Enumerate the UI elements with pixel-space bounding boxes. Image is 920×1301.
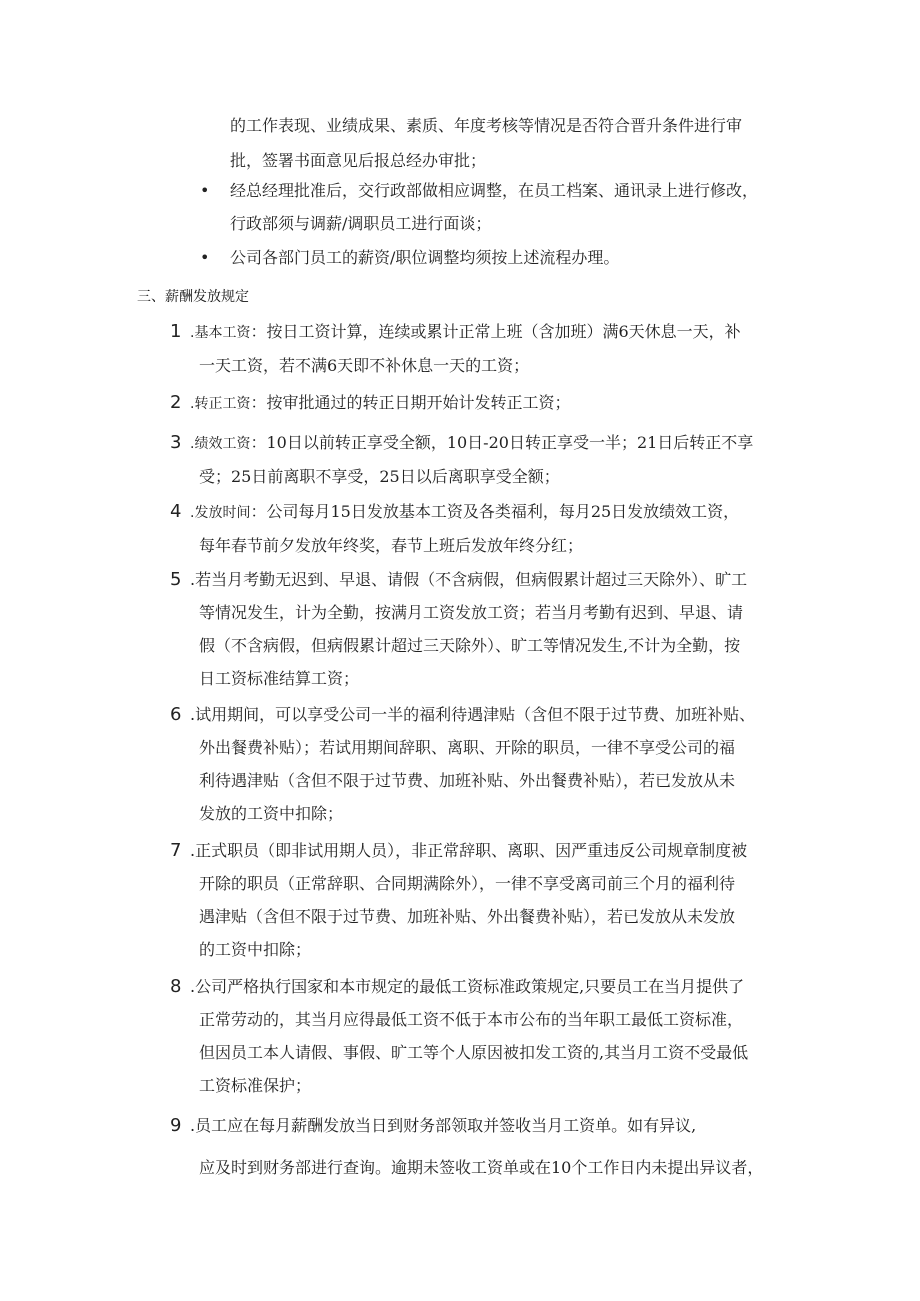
- item-number: 8: [170, 976, 182, 997]
- text-line: 行政部须与调薪/调职员工进行面谈；: [230, 214, 492, 233]
- list-item: [190, 1111, 763, 1183]
- text-line: 日工资标准结算工资；: [199, 669, 360, 688]
- text-line: 假（不含病假，但病假累计超过三天除外）、旷工等情况发生,不计为全勤，按: [199, 636, 741, 655]
- text-line: .公司严格执行国家和本市规定的最低工资标准政策规定,只要员工在当月提供了: [190, 977, 745, 996]
- item-number: 9: [170, 1115, 182, 1136]
- text-line: 遇津贴（含但不限于过节费、加班补贴、外出餐费补贴），若已发放从未发放: [199, 907, 736, 926]
- text-line: 经总经理批准后，交行政部做相应调整，在员工档案、通讯录上进行修改，: [230, 181, 759, 200]
- text-line: 但因员工本人请假、事假、旷工等个人原因被扣发工资的,其当月工资不受最低: [199, 1043, 749, 1062]
- text-line: 的工作表现、业绩成果、素质、年度考核等情况是否符合晋升条件进行审: [230, 116, 743, 135]
- text-line: 开除的职员（正常辞职、合同期满除外），一律不享受离司前三个月的福利待: [199, 874, 736, 893]
- text-line: 正常劳动的，其当月应得最低工资不低于本市公布的当年职工最低工资标准，: [199, 1010, 744, 1029]
- text-line: 一天工资，若不满6天即不补休息一天的工资；: [199, 356, 530, 375]
- item-term: .发放时间: [190, 505, 251, 521]
- section-heading: 三、薪酬发放规定: [137, 289, 249, 305]
- item-number: 6: [170, 704, 182, 725]
- text-line: ：按日工资计算，连续或累计正常上班（含加班）满6天休息一天，补: [250, 322, 741, 341]
- text-line: .若当月考勤无迟到、早退、请假（不含病假，但病假累计超过三天除外）、旷工: [190, 570, 748, 589]
- list-item: [190, 317, 741, 381]
- continuation-paragraph: [230, 111, 742, 176]
- item-number: 7: [170, 840, 182, 861]
- text-line: .员工应在每月薪酬发放当日到财务部领取并签收当月工资单。如有异议,: [190, 1116, 697, 1135]
- text-line: .正式职员（即非试用期人员），非正常辞职、离职、因严重违反公司规章制度被: [190, 841, 748, 860]
- text-line: .试用期间，可以享受公司一半的福利待遇津贴（含但不限于过节费、加班补贴、: [190, 705, 756, 724]
- item-number: 4: [170, 501, 182, 522]
- text-line: 外出餐费补贴）；若试用期间辞职、离职、开除的职员，一律不享受公司的福: [199, 738, 736, 757]
- list-item: [190, 388, 570, 419]
- item-term: .基本工资: [190, 325, 251, 341]
- text-line: 等情况发生，计为全勤，按满月工资发放工资；若当月考勤有迟到、早退、请: [199, 603, 744, 622]
- bullet-dot: •: [200, 248, 210, 267]
- list-item: [190, 565, 747, 694]
- text-line: 应及时到财务部进行查询。逾期未签收工资单或在10个工作日内未提出异议者，: [199, 1158, 764, 1177]
- text-line: 发放的工资中扣除；: [199, 804, 344, 823]
- item-term: .转正工资: [190, 396, 251, 412]
- list-item: [190, 700, 755, 829]
- item-number: 3: [170, 432, 182, 453]
- text-line: ：10日以前转正享受全额，10日-20日转正享受一半；21日后转正不享: [250, 433, 754, 452]
- list-item: [190, 972, 748, 1101]
- text-line: ：公司每月15日发放基本工资及各类福利，每月25日发放绩效工资，: [250, 502, 740, 521]
- list-item: [190, 836, 747, 965]
- text-line: ：按审批通过的转正日期开始计发转正工资；: [250, 393, 571, 412]
- bullet-item: [230, 243, 619, 273]
- text-line: 批，签署书面意见后报总经办审批；: [230, 151, 487, 170]
- text-line: 公司各部门员工的薪资/职位调整均须按上述流程办理。: [230, 248, 620, 267]
- item-number: 1: [170, 321, 182, 342]
- text-line: 工资标准保护；: [199, 1076, 312, 1095]
- bullet-dot: •: [200, 181, 210, 200]
- text-line: 利待遇津贴（含但不限于过节费、加班补贴、外出餐费补贴），若已发放从未: [199, 771, 736, 790]
- item-number: 2: [170, 392, 182, 413]
- list-item: [190, 497, 739, 561]
- item-number: 5: [170, 569, 182, 590]
- text-line: 每年春节前夕发放年终奖，春节上班后发放年终分红；: [199, 536, 584, 555]
- text-line: 受；25日前离职不享受，25日以后离职享受全额；: [199, 467, 560, 486]
- bullet-item: [230, 176, 758, 239]
- text-line: 的工资中扣除；: [199, 940, 312, 959]
- item-term: .绩效工资: [190, 436, 251, 452]
- list-item: [190, 428, 753, 492]
